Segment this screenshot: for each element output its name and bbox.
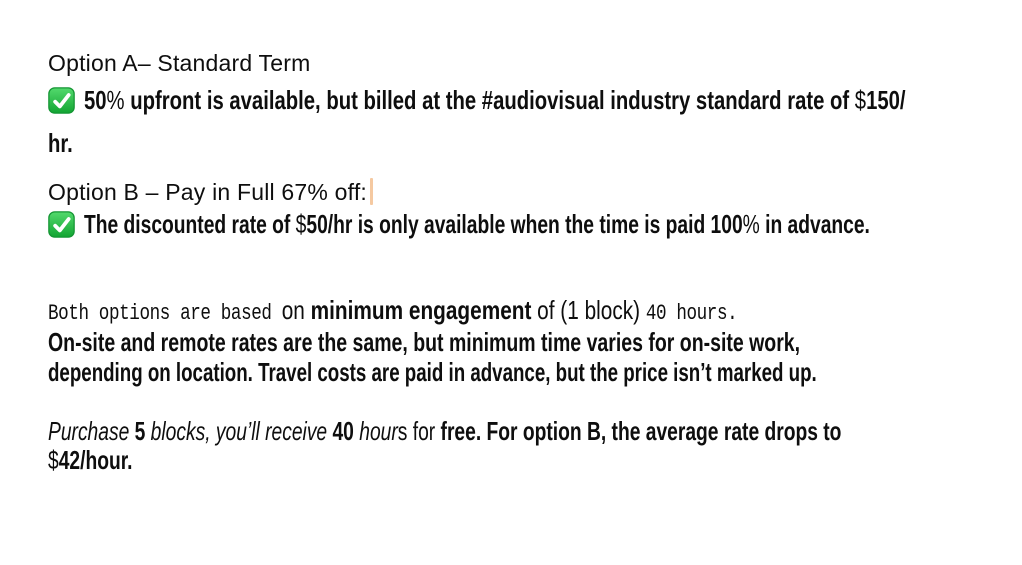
promo-line-1 (48, 418, 1022, 444)
option-a-heading-text: Option A– Standard Term (48, 50, 311, 76)
terms-line-3 (48, 359, 1022, 385)
terms-line-1 (48, 297, 910, 325)
promo-line-1-text: Purchase 5 blocks, you’ll receive 40 hours for free. For option B, the average rate drops to (48, 416, 842, 446)
promo-line-2-text: $42/hour. (48, 445, 133, 475)
option-a-detail-text: 50% upfront is available, but billed at the #audiovisual industry standard rate of $150/ (84, 85, 906, 115)
terms-line-1-text: Both options are based on minimum engagement of (1 block) 40 hours. (48, 295, 738, 326)
terms-line-3-text: depending on location. Travel costs are paid in advance, but the price isn’t marked up. (48, 357, 817, 387)
option-a-heading (48, 52, 310, 75)
option-a-detail-wrap-line (48, 130, 80, 156)
terms-line-2-text: On-site and remote rates are the same, but minimum time varies for on-site work, (48, 327, 801, 357)
option-a-detail-wrap-text: hr. (48, 128, 73, 158)
option-b-heading-text: Option B – Pay in Full 67% off: (48, 179, 368, 205)
terms-line-2 (48, 329, 1022, 355)
option-b-heading (48, 178, 373, 205)
option-b-detail-line (48, 211, 1022, 238)
check-mark-emoji (48, 87, 75, 114)
text-cursor (370, 178, 373, 205)
promo-line-2 (48, 447, 162, 473)
option-b-detail-text: The discounted rate of $50/hr is only available when the time is paid 100% in advance. (84, 209, 870, 239)
check-mark-emoji (48, 211, 75, 238)
option-a-detail-line (48, 87, 1022, 114)
